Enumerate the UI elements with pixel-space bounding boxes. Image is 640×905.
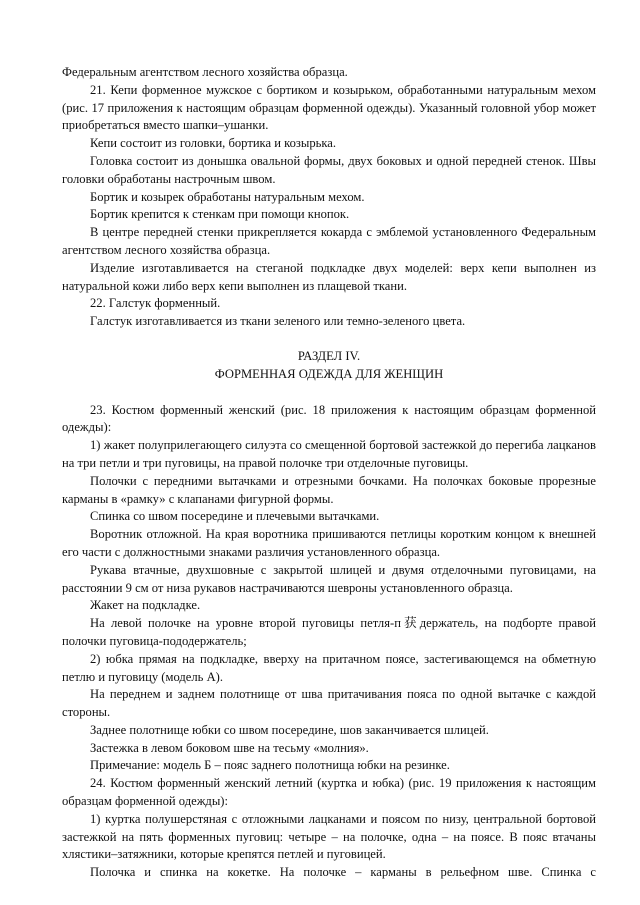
section-number: РАЗДЕЛ IV.: [297, 348, 361, 363]
paragraph-item-23: 23. Костюм форменный женский (рис. 18 приложения к настоящим образцам форменной одежды):: [62, 402, 596, 435]
paragraph: 1) куртка полушерстяная с отложными лацканами и поясом по низу, центральной бортовой застежкой на пять форменных пуговиц: четыре – на полочке, одна – на поясе. В пояс втачаны хлястики–затяжники, которые крепятся петлей и пуговицей.: [62, 811, 596, 862]
paragraph: Бортик и козырек обработаны натуральным мехом.: [90, 189, 365, 204]
paragraph: На переднем и заднем полотнище от шва притачивания пояса по одной вытачке с каждой стороны.: [62, 687, 596, 720]
paragraph: В центре передней стенки прикрепляется кокарда с эмблемой установленного Федеральным агентством лесного хозяйства образца.: [62, 225, 596, 257]
paragraph: Изделие изготавливается на стеганой подкладке двух моделей: верх кепи выполнен из натуральной кожи либо верх кепи выполнен из плащевой ткани.: [62, 260, 596, 293]
paragraph: 1) жакет полуприлегающего силуэта со смещенной бортовой застежкой до перегиба лацканов на три петли и три пуговицы, на правой полочке три отделочные пуговицы.: [62, 438, 596, 470]
paragraph: Кепи состоит из головки, бортика и козырька.: [90, 136, 337, 151]
paragraph: Бортик крепится к стенкам при помощи кнопок.: [90, 207, 350, 222]
paragraph: Рукава втачные, двухшовные с закрытой шлицей и двумя отделочными пуговицами, на расстоянии 9 см от низа рукавов настрачиваются шевроны установленного образца.: [62, 562, 596, 595]
paragraph: Полочки с передними вытачками и отрезными бочками. На полочках боковые прорезные карманы в «рамку» с клапанами фигурной формы.: [62, 473, 596, 506]
paragraph-item-21: 21. Кепи форменное мужское с бортиком и козырьком, обработанными натуральным мехом (рис. 17 приложения к настоящим образцам форменной одежды). Указанный головной убор может приобретаться вместо шапки–ушанки.: [62, 82, 596, 133]
paragraph: Галстук изготавливается из ткани зеленого или темно-зеленого цвета.: [90, 314, 466, 329]
paragraph-item-22: 22. Галстук форменный.: [90, 296, 221, 311]
section-title: ФОРМЕННАЯ ОДЕЖДА ДЛЯ ЖЕНЩИН: [214, 366, 444, 381]
spacer: [62, 384, 596, 402]
paragraph: Воротник отложной. На края воротника пришиваются петлицы коротким концом к внешней его части с должностными знаками различия установленного образца.: [62, 527, 596, 559]
paragraph: На левой полочке на уровне второй пуговицы петля-п获держатель, на подборте правой полочки пуговица-пододержатель;: [62, 616, 596, 648]
paragraph-item-24: 24. Костюм форменный женский летний (куртка и юбка) (рис. 19 приложения к настоящим образцам форменной одежды):: [62, 776, 596, 809]
paragraph: Жакет на подкладке.: [90, 598, 201, 613]
paragraph: Федеральным агентством лесного хозяйства образца.: [62, 65, 348, 79]
paragraph-note: Примечание: модель Б – пояс заднего полотнища юбки на резинке.: [90, 758, 450, 773]
spacer: [62, 331, 596, 348]
paragraph: Полочка и спинка на кокетке. На полочке – карманы в рельефном шве. Спинка с: [90, 865, 596, 880]
paragraph: Спинка со швом посередине и плечевыми вытачками.: [90, 509, 380, 524]
paragraph: 2) юбка прямая на подкладке, вверху на притачном поясе, застегивающемся на обметную петлю и пуговицу (модель А).: [62, 651, 596, 684]
paragraph: Головка состоит из донышка овальной формы, двух боковых и одной передней стенок. Швы головки обработаны настрочным швом.: [62, 153, 596, 186]
paragraph: Заднее полотнище юбки со швом посередине, шов заканчивается шлицей.: [90, 722, 489, 737]
paragraph: Застежка в левом боковом шве на тесьму «молния».: [90, 740, 369, 755]
document-page: [62, 64, 596, 882]
